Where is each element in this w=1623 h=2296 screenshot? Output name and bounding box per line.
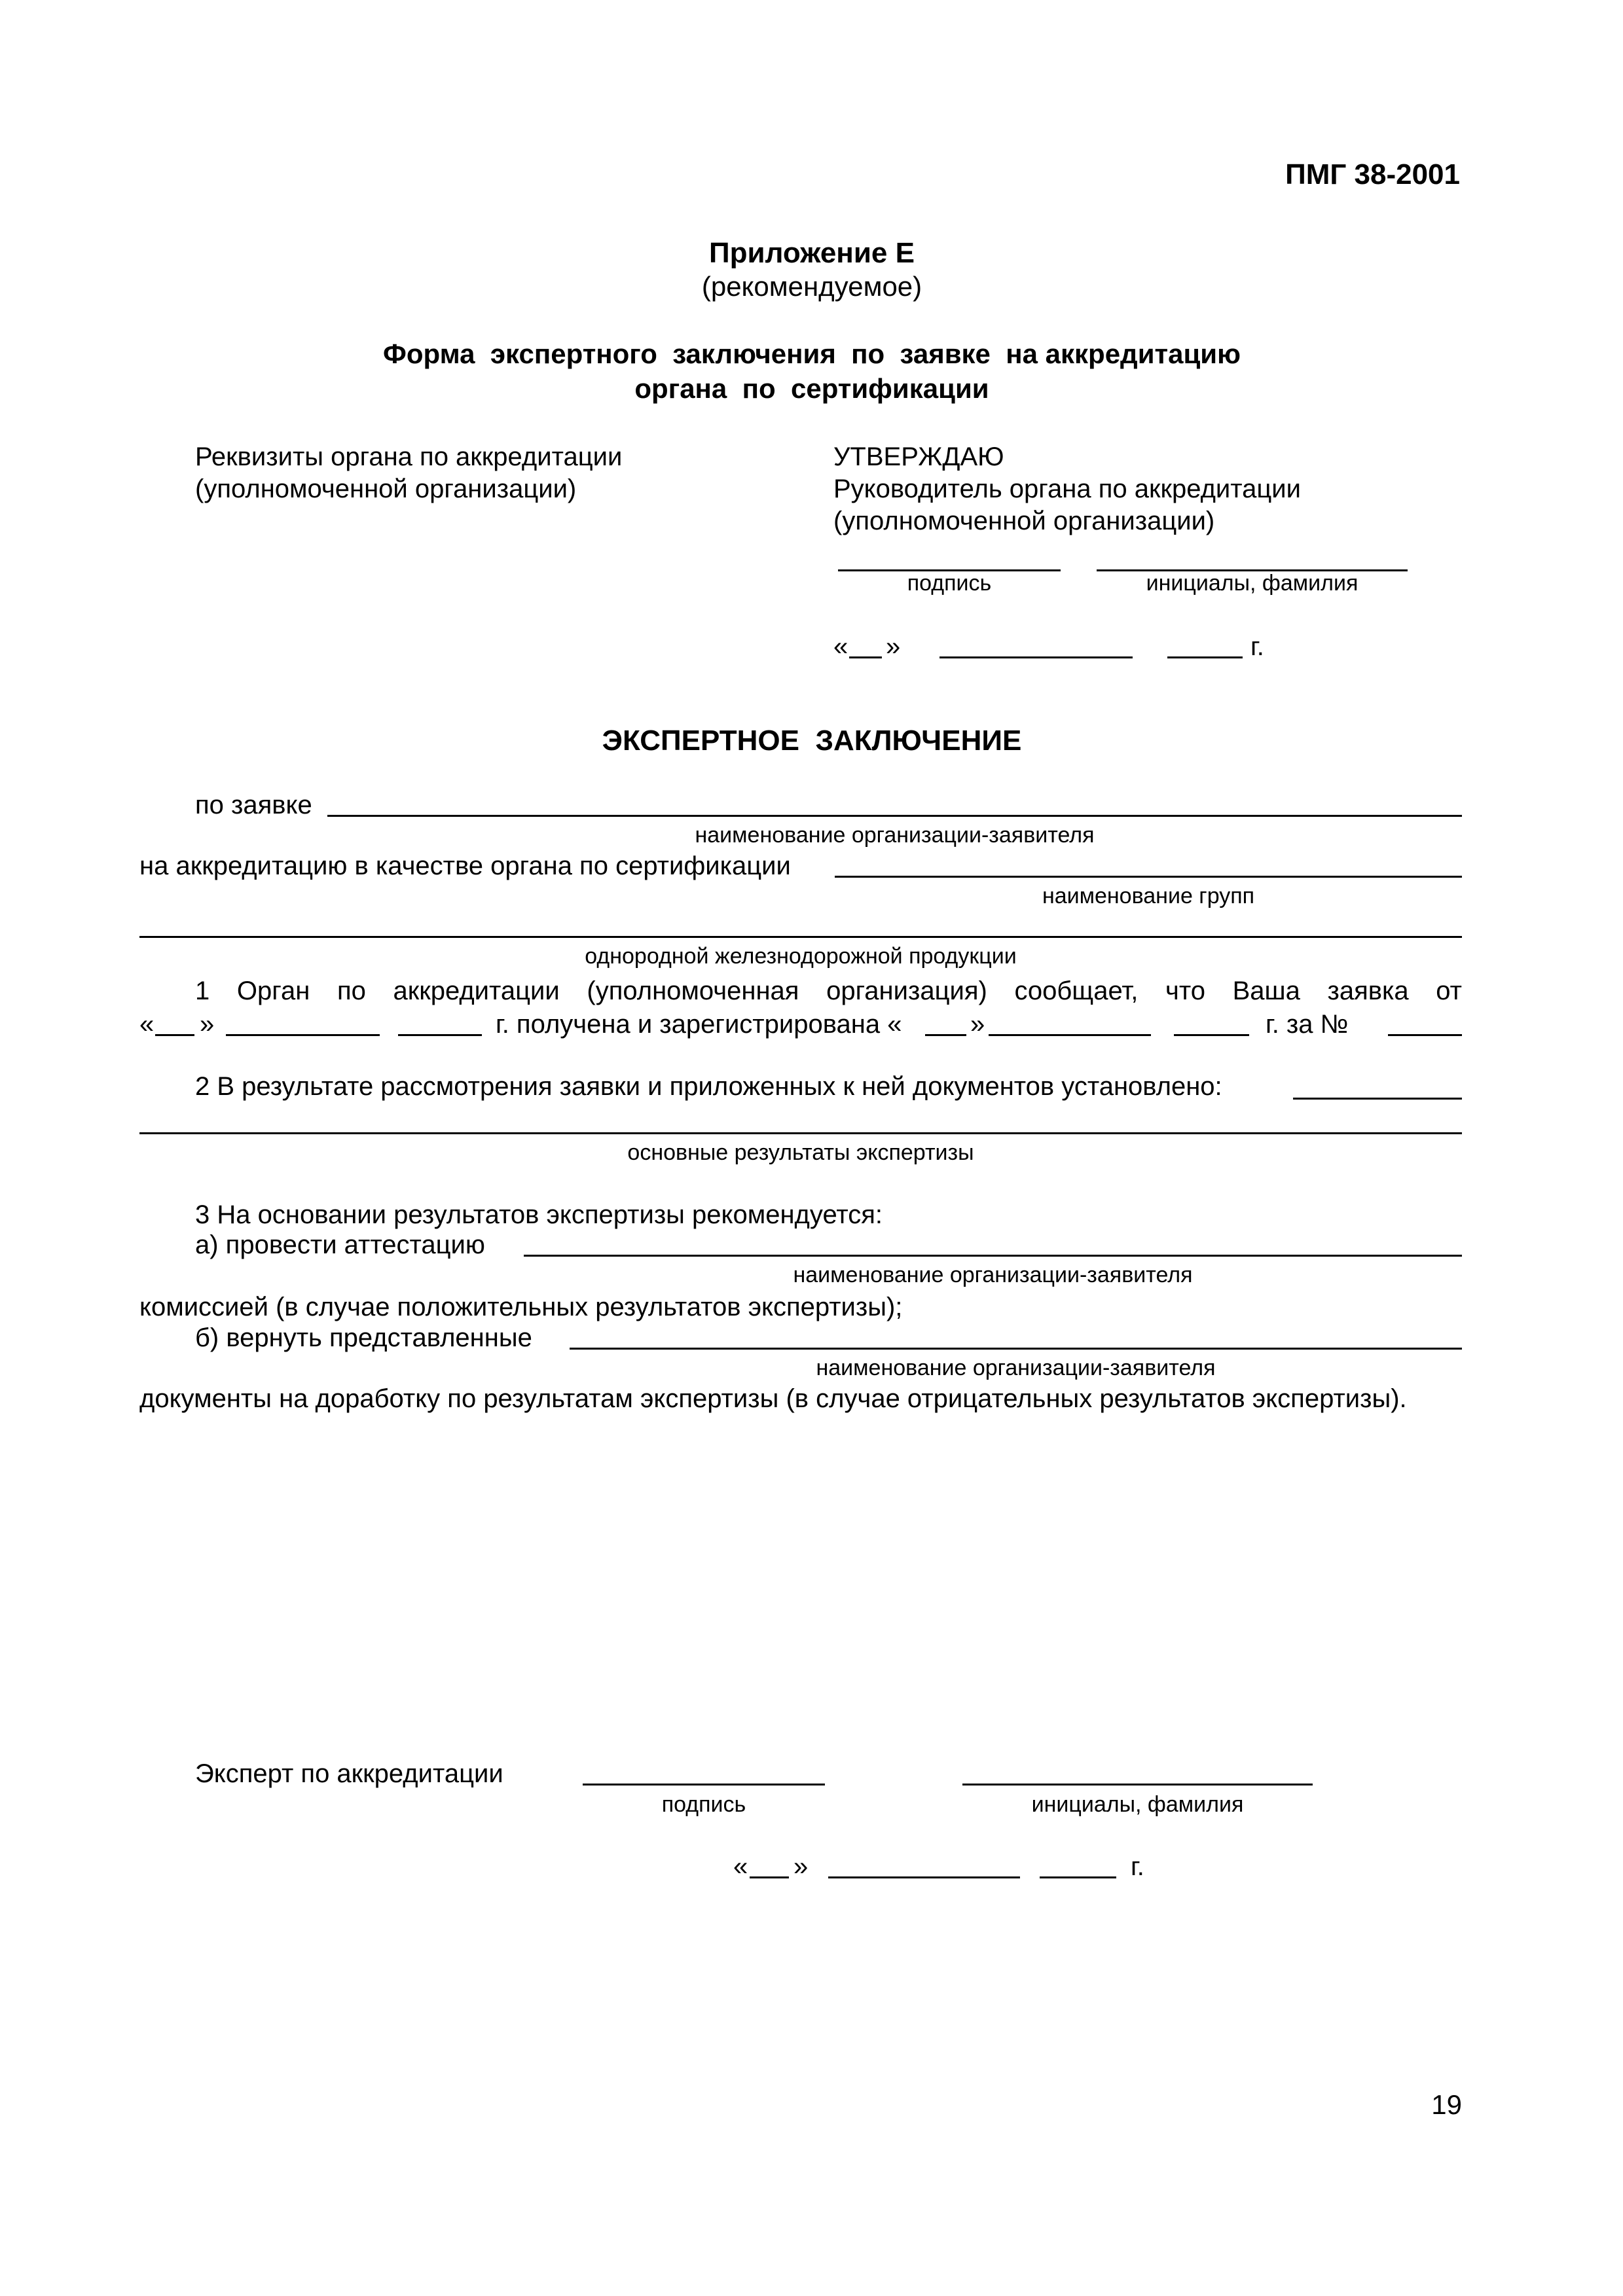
p1-word: по [337, 977, 366, 1005]
expertise-results-caption: основные результаты экспертизы [627, 1140, 974, 1165]
p1-word: что [1165, 977, 1205, 1005]
by-request-label: по заявке [195, 791, 312, 819]
return-applicant-field[interactable] [570, 1348, 1462, 1350]
attestation-applicant-caption: наименование организации-заявителя [793, 1263, 1193, 1287]
p1-date-close-quote: » [200, 1010, 215, 1039]
p1-word: организация) [826, 977, 987, 1005]
p1-word: 1 [195, 977, 210, 1005]
expert-date-open-quote: « [733, 1852, 748, 1881]
expert-signature-line[interactable] [583, 1784, 825, 1785]
appendix-title: Приложение Е [709, 237, 915, 269]
paragraph-3b: б) вернуть представленные [195, 1323, 532, 1352]
appendix-subtitle: (рекомендуемое) [701, 271, 922, 302]
paragraph-3a: а) провести аттестацию [195, 1230, 485, 1259]
registration-day-field[interactable] [925, 1034, 966, 1036]
p1-year-number-text: г. за № [1266, 1010, 1349, 1039]
registration-number-field[interactable] [1388, 1034, 1462, 1036]
request-month-field[interactable] [226, 1034, 380, 1036]
findings-field[interactable] [1293, 1098, 1462, 1100]
product-groups-caption: наименование групп [1042, 884, 1255, 908]
product-groups-field[interactable] [835, 876, 1462, 878]
findings-field-2[interactable] [139, 1132, 1462, 1134]
attestation-applicant-field[interactable] [524, 1255, 1462, 1257]
paragraph-2: 2 В результате рассмотрения заявки и приложенных к ней документов установлено: [195, 1072, 1222, 1101]
accreditation-body-details-2: (уполномоченной организации) [195, 475, 577, 503]
form-title-line-2: органа по сертификации [634, 373, 989, 404]
form-title-line-1: Форма экспертного заключения по заявке на аккредитацию [383, 338, 1241, 369]
expert-name-caption: инициалы, фамилия [1031, 1792, 1244, 1817]
expert-date-close-quote: » [793, 1852, 809, 1881]
p1-word: заявка [1327, 977, 1409, 1005]
document-code: ПМГ 38-2001 [1285, 158, 1460, 190]
approval-year-field[interactable] [1167, 656, 1243, 658]
p1-word: сообщает, [1014, 977, 1139, 1005]
approval-date-close-quote: » [886, 632, 901, 661]
p1-word: (уполномоченная [587, 977, 799, 1005]
expert-year-field[interactable] [1040, 1876, 1116, 1878]
p1-word: аккредитации [393, 977, 560, 1005]
expert-month-field[interactable] [828, 1876, 1020, 1878]
expert-day-field[interactable] [750, 1876, 789, 1878]
expert-name-line[interactable] [962, 1784, 1313, 1785]
approval-date-open-quote: « [833, 632, 848, 661]
expert-year-suffix: г. [1131, 1852, 1144, 1881]
request-day-field[interactable] [155, 1034, 194, 1036]
approval-month-field[interactable] [939, 656, 1133, 658]
p1-word: от [1436, 977, 1462, 1005]
accreditation-as-label: на аккредитацию в качестве органа по сертификации [139, 852, 791, 880]
p1-received-text: г. получена и зарегистрирована « [496, 1010, 902, 1039]
applicant-name-caption: наименование организации-заявителя [695, 823, 1095, 848]
page-number: 19 [1431, 2089, 1462, 2120]
approval-year-suffix: г. [1250, 632, 1264, 661]
expert-label: Эксперт по аккредитации [195, 1759, 503, 1788]
p1-registration-close-quote: » [970, 1010, 985, 1039]
request-year-field[interactable] [398, 1034, 482, 1036]
paragraph-3b-continuation: документы на доработку по результатам экспертизы (в случае отрицательных результатов экспертизы). [139, 1384, 1407, 1413]
p1-word: Орган [236, 977, 310, 1005]
applicant-name-field[interactable] [327, 815, 1462, 817]
registration-month-field[interactable] [989, 1034, 1151, 1036]
paragraph-1-line-1 [195, 978, 1462, 1004]
approval-day-field[interactable] [849, 656, 882, 658]
approver-signature-caption: подпись [907, 571, 992, 596]
registration-year-field[interactable] [1174, 1034, 1249, 1036]
return-applicant-caption: наименование организации-заявителя [816, 1355, 1216, 1380]
p1-word: Ваша [1232, 977, 1300, 1005]
approver-name-caption: инициалы, фамилия [1146, 571, 1359, 596]
railway-products-caption: однородной железнодорожной продукции [585, 944, 1017, 969]
paragraph-3a-continuation: комиссией (в случае положительных результатов экспертизы); [139, 1293, 903, 1321]
expert-conclusion-heading: ЭКСПЕРТНОЕ ЗАКЛЮЧЕНИЕ [602, 725, 1022, 757]
accreditation-body-details: Реквизиты органа по аккредитации [195, 442, 623, 471]
p1-date-open-quote: « [139, 1010, 155, 1039]
paragraph-3: 3 На основании результатов экспертизы рекомендуется: [195, 1200, 883, 1229]
approver-position: Руководитель органа по аккредитации [833, 475, 1301, 503]
approver-organization: (уполномоченной организации) [833, 507, 1215, 535]
approval-label: УТВЕРЖДАЮ [833, 442, 1004, 471]
expert-signature-caption: подпись [661, 1792, 746, 1817]
product-groups-field-2[interactable] [139, 936, 1462, 938]
